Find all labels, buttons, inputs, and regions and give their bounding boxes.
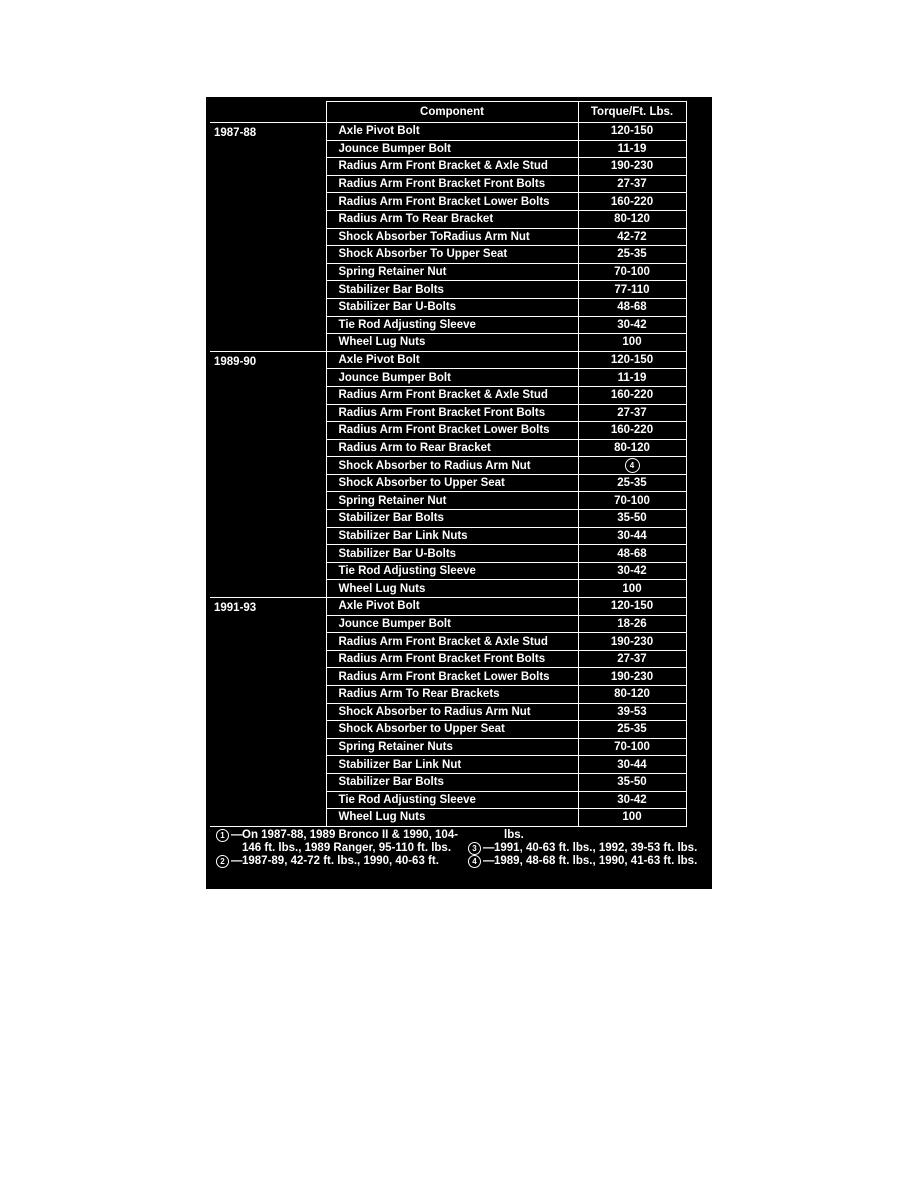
component-cell: Radius Arm Front Bracket Front Bolts xyxy=(326,404,578,422)
component-cell: Shock Absorber to Radius Arm Nut xyxy=(326,457,578,475)
component-cell: Jounce Bumper Bolt xyxy=(326,615,578,633)
footnote-marker-3-icon: 3 xyxy=(468,842,481,855)
component-column-header: Component xyxy=(326,102,578,123)
component-cell: Tie Rod Adjusting Sleeve xyxy=(326,791,578,809)
component-cell: Stabilizer Bar Link Nut xyxy=(326,756,578,774)
component-cell: Spring Retainer Nut xyxy=(326,263,578,281)
footnote-marker-4-icon: 4 xyxy=(468,855,481,868)
torque-cell: 30-44 xyxy=(578,527,686,545)
torque-cell: 77-110 xyxy=(578,281,686,299)
torque-cell: 120-150 xyxy=(578,598,686,616)
table-header-row xyxy=(210,102,686,123)
footnotes-left-column xyxy=(216,829,466,868)
footnote-dash: — xyxy=(231,829,243,841)
component-cell: Tie Rod Adjusting Sleeve xyxy=(326,562,578,580)
torque-cell: 190-230 xyxy=(578,158,686,176)
torque-cell: 35-50 xyxy=(578,510,686,528)
component-cell: Shock Absorber to Radius Arm Nut xyxy=(326,703,578,721)
component-cell: Axle Pivot Bolt xyxy=(326,123,578,141)
footnote-dash: — xyxy=(483,855,495,867)
torque-cell xyxy=(578,457,686,475)
torque-cell: 27-37 xyxy=(578,175,686,193)
torque-cell: 190-230 xyxy=(578,668,686,686)
table-row xyxy=(210,351,686,369)
footnote-2 xyxy=(216,855,466,868)
component-cell: Shock Absorber ToRadius Arm Nut xyxy=(326,228,578,246)
footnote-1 xyxy=(216,829,466,855)
footnote-marker-1-icon: 1 xyxy=(216,829,229,842)
torque-cell: 70-100 xyxy=(578,492,686,510)
torque-cell: 25-35 xyxy=(578,721,686,739)
torque-cell: 190-230 xyxy=(578,633,686,651)
footnote-text-4: 1989, 48-68 ft. lbs., 1990, 41-63 ft. lbs. xyxy=(494,855,698,867)
torque-cell: 42-72 xyxy=(578,228,686,246)
component-cell: Radius Arm Front Bracket Front Bolts xyxy=(326,650,578,668)
torque-cell: 11-19 xyxy=(578,140,686,158)
footnote-text-2: 1987-89, 42-72 ft. lbs., 1990, 40-63 ft. xyxy=(242,855,439,867)
component-cell: Radius Arm To Rear Brackets xyxy=(326,686,578,704)
torque-cell: 48-68 xyxy=(578,298,686,316)
torque-cell: 160-220 xyxy=(578,386,686,404)
component-cell: Jounce Bumper Bolt xyxy=(326,140,578,158)
component-cell: Stabilizer Bar Bolts xyxy=(326,510,578,528)
component-cell: Radius Arm Front Bracket & Axle Stud xyxy=(326,158,578,176)
footnote-ref-icon: 4 xyxy=(625,458,640,473)
torque-cell: 18-26 xyxy=(578,615,686,633)
footnote-marker-2-icon: 2 xyxy=(216,855,229,868)
torque-cell: 80-120 xyxy=(578,210,686,228)
table-row xyxy=(210,123,686,141)
component-cell: Shock Absorber to Upper Seat xyxy=(326,474,578,492)
component-cell: Wheel Lug Nuts xyxy=(326,809,578,827)
footnote-dash: — xyxy=(483,842,495,854)
component-cell: Radius Arm To Rear Bracket xyxy=(326,210,578,228)
torque-cell: 100 xyxy=(578,580,686,598)
torque-cell: 30-42 xyxy=(578,562,686,580)
component-cell: Radius Arm Front Bracket Lower Bolts xyxy=(326,422,578,440)
component-cell: Radius Arm Front Bracket Lower Bolts xyxy=(326,193,578,211)
torque-cell: 160-220 xyxy=(578,422,686,440)
torque-cell: 25-35 xyxy=(578,246,686,264)
torque-cell: 160-220 xyxy=(578,193,686,211)
footnote-text-1: On 1987-88, 1989 Bronco II & 1990, 104-146 ft. lbs., 1989 Ranger, 95-110 ft. lbs. xyxy=(242,829,459,854)
model-year-cell: 1987-88 xyxy=(210,123,326,352)
component-cell: Axle Pivot Bolt xyxy=(326,598,578,616)
footnote-2-continuation: lbs. xyxy=(504,829,524,841)
footnote-text-3: 1991, 40-63 ft. lbs., 1992, 39-53 ft. lbs. xyxy=(494,842,698,854)
model-year-cell: 1991-93 xyxy=(210,598,326,827)
component-cell: Wheel Lug Nuts xyxy=(326,580,578,598)
year-column-header xyxy=(210,102,326,123)
model-year-cell: 1989-90 xyxy=(210,351,326,597)
torque-cell: 27-37 xyxy=(578,404,686,422)
component-cell: Spring Retainer Nut xyxy=(326,492,578,510)
torque-spec-table xyxy=(210,101,687,827)
component-cell: Stabilizer Bar Bolts xyxy=(326,773,578,791)
component-cell: Radius Arm Front Bracket Lower Bolts xyxy=(326,668,578,686)
component-cell: Radius Arm Front Bracket & Axle Stud xyxy=(326,386,578,404)
torque-cell: 39-53 xyxy=(578,703,686,721)
footnotes xyxy=(216,829,708,887)
component-cell: Stabilizer Bar Bolts xyxy=(326,281,578,299)
torque-cell: 30-44 xyxy=(578,756,686,774)
torque-cell: 25-35 xyxy=(578,474,686,492)
torque-cell: 120-150 xyxy=(578,351,686,369)
table-body xyxy=(210,123,686,827)
torque-cell: 80-120 xyxy=(578,439,686,457)
component-cell: Radius Arm Front Bracket Front Bolts xyxy=(326,175,578,193)
torque-column-header: Torque/Ft. Lbs. xyxy=(578,102,686,123)
torque-cell: 100 xyxy=(578,809,686,827)
torque-cell: 80-120 xyxy=(578,686,686,704)
torque-cell: 100 xyxy=(578,334,686,352)
component-cell: Stabilizer Bar U-Bolts xyxy=(326,545,578,563)
torque-cell: 48-68 xyxy=(578,545,686,563)
component-cell: Shock Absorber To Upper Seat xyxy=(326,246,578,264)
torque-cell: 120-150 xyxy=(578,123,686,141)
torque-cell: 30-42 xyxy=(578,316,686,334)
component-cell: Spring Retainer Nuts xyxy=(326,738,578,756)
torque-cell: 11-19 xyxy=(578,369,686,387)
footnote-3 xyxy=(468,842,712,855)
footnote-dash: — xyxy=(231,855,243,867)
footnote-4 xyxy=(468,855,712,868)
component-cell: Tie Rod Adjusting Sleeve xyxy=(326,316,578,334)
component-cell: Wheel Lug Nuts xyxy=(326,334,578,352)
table-row xyxy=(210,598,686,616)
torque-cell: 27-37 xyxy=(578,650,686,668)
component-cell: Radius Arm Front Bracket & Axle Stud xyxy=(326,633,578,651)
torque-spec-panel xyxy=(206,97,712,889)
component-cell: Shock Absorber to Upper Seat xyxy=(326,721,578,739)
torque-cell: 70-100 xyxy=(578,263,686,281)
torque-cell: 30-42 xyxy=(578,791,686,809)
component-cell: Stabilizer Bar U-Bolts xyxy=(326,298,578,316)
component-cell: Stabilizer Bar Link Nuts xyxy=(326,527,578,545)
torque-cell: 35-50 xyxy=(578,773,686,791)
component-cell: Axle Pivot Bolt xyxy=(326,351,578,369)
component-cell: Jounce Bumper Bolt xyxy=(326,369,578,387)
footnotes-right-column xyxy=(468,829,712,868)
component-cell: Radius Arm to Rear Bracket xyxy=(326,439,578,457)
torque-cell: 70-100 xyxy=(578,738,686,756)
